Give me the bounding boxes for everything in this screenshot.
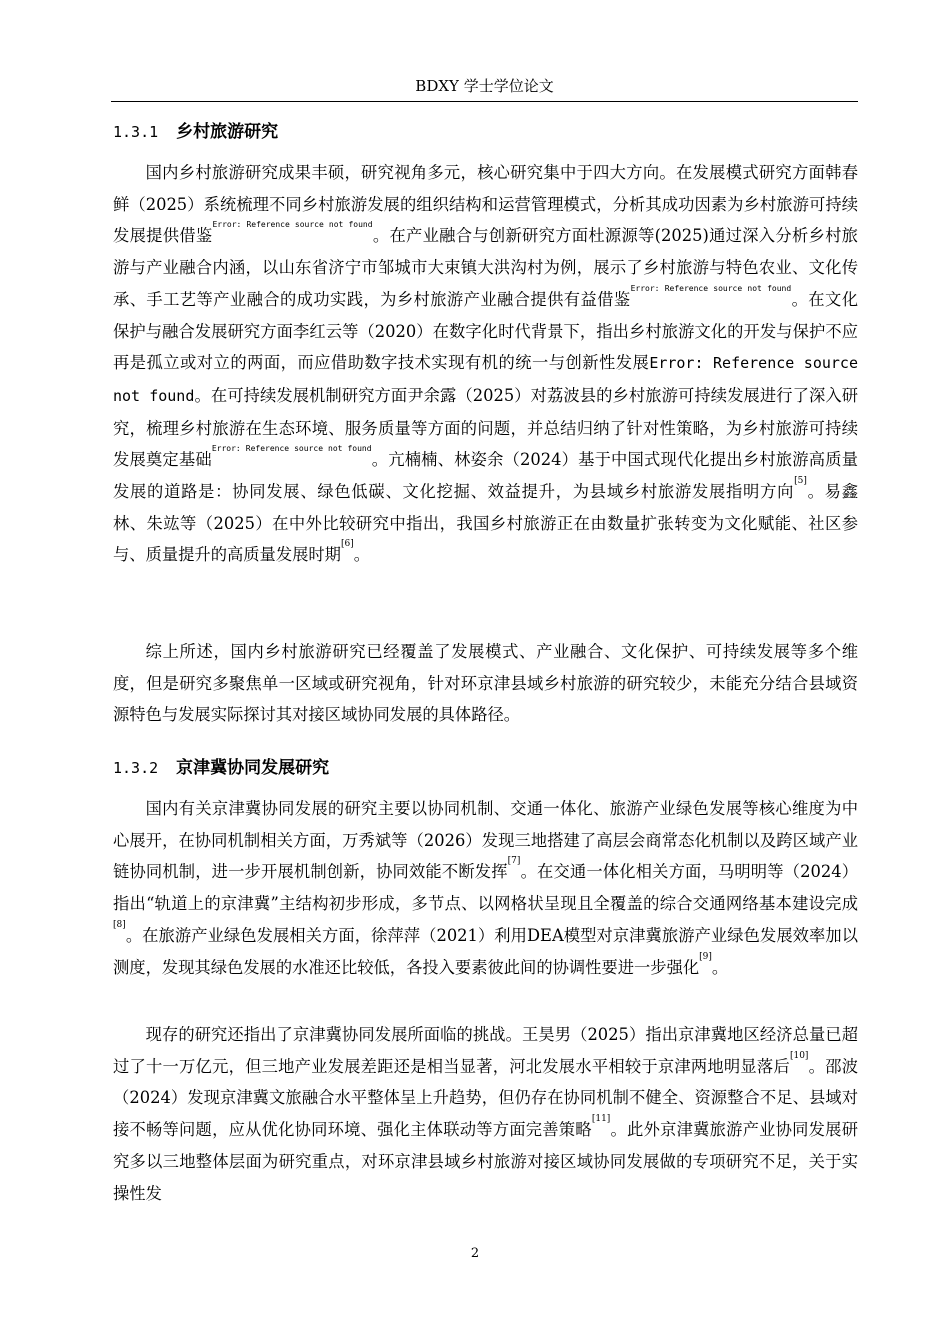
reference-error: Error: Reference source not found (630, 283, 792, 293)
citation: [10] (789, 1050, 809, 1061)
paragraph-challenges (113, 1019, 858, 1209)
reference-error: Error: Reference source not found (113, 354, 858, 405)
section-heading-1-3-1 (113, 120, 278, 144)
section-number: 1.3.1 (113, 123, 159, 141)
citation: [11] (591, 1114, 611, 1125)
reference-error: Error: Reference source not found (211, 444, 372, 454)
section-heading-1-3-2 (113, 756, 329, 780)
text-run: 。在产业融合与创新研究方面杜源源等(2025)通过深入分析乡村旅游与产业融合内涵，以山东省济宁市邹城市大束镇大洪沟村为例，展示了乡村旅游与特色农业、文化传承、手工艺等产业融合的成功实践，为乡村旅游产业融合提供有益借鉴 (113, 226, 858, 309)
page-number: 2 (470, 1246, 480, 1261)
citation: [6] (340, 539, 354, 550)
text-run: 。在可持续发展机制研究方面尹余露（2025）对荔波县的乡村旅游可持续发展进行了深入研究，梳理乡村旅游在生态环境、服务质量等方面的问题，并总结归纳了针对性策略，为乡村旅游可持续发展奠定基础 (113, 385, 858, 470)
paragraph-coordinated-development (113, 793, 858, 983)
text-run: 。易鑫林、朱竑等（2025）在中外比较研究中指出，我国乡村旅游正在由数量扩张转变为文化赋能、社区参与、质量提升的高质量发展时期 (113, 482, 858, 565)
text-run: 国内乡村旅游研究成果丰硕，研究视角多元，核心研究集中于四大方向。在发展模式研究方面韩春鲜（2025）系统梳理不同乡村旅游发展的组织结构和运营管理模式，分析其成功因素为乡村旅游可持续发展提供借鉴 (113, 163, 858, 246)
text-run: 。在文化保护与融合发展研究方面李红云等（2020）在数字化时代背景下，指出乡村旅游文化的开发与保护不应再是孤立或对立的两面，而应借助数字技术实现有机的统一与创新性发展 (113, 289, 858, 373)
running-header: BDXY 学士学位论文 (415, 77, 554, 95)
text-run: 。亢楠楠、林姿余（2024）基于中国式现代化提出乡村旅游高质量发展的道路是：协同发展、绿色低碳、文化挖掘、效益提升，为县域乡村旅游发展指明方向 (113, 450, 858, 502)
text-run: 国内有关京津冀协同发展的研究主要以协同机制、交通一体化、旅游产业绿色发展等核心维度为中心展开，在协同机制相关方面，万秀斌等（2026）发现三地搭建了高层会商常态化机制以及跨区域产业链协同机制，进一步开展机制创新，协同效能不断发挥 (113, 799, 858, 882)
reference-error: Error: Reference source not found (212, 220, 373, 230)
section-number: 1.3.2 (113, 759, 159, 777)
citation: [9] (699, 951, 712, 962)
paragraph-summary: 综上所述，国内乡村旅游研究已经覆盖了发展模式、产业融合、文化保护、可持续发展等多个维度，但是研究多聚焦单一区域或研究视角，针对环京津县域乡村旅游的研究较少，未能充分结合县域资源特色与发展实际探讨其对接区域协同发展的具体路径。 (113, 642, 858, 725)
header-rule (111, 101, 858, 102)
text-run: 。邵波（2024）发现京津冀文旅融合水平整体呈上升趋势，但仍存在协同机制不健全、资源整合不足、县域对接不畅等问题，应从优化协同环境、强化主体联动等方面完善策略 (113, 1056, 858, 1140)
text-run: 。 (353, 545, 370, 565)
section-title: 京津冀协同发展研究 (176, 758, 330, 778)
text-run: 。 (711, 957, 729, 977)
text-run: 。在旅游产业绿色发展相关方面，徐萍萍（2021）利用DEA模型对京津冀旅游产业绿色发展效率加以测度，发现其绿色发展的水准还比较低，各投入要素彼此间的协调性要进一步强化 (113, 925, 858, 977)
paragraph-rural-tourism-research (113, 157, 858, 571)
text-run: 现存的研究还指出了京津冀协同发展所面临的挑战。王昊男（2025）指出京津冀地区经济总量已超过了十一万亿元，但三地产业发展差距还是相当显著，河北发展水平相较于京津两地明显落后 (113, 1025, 858, 1076)
text-run: 。在交通一体化相关方面，马明明等（2024）指出“轨道上的京津冀”主结构初步形成，多节点、以网格状呈现且全覆盖的综合交通网络基本建设完成 (113, 862, 858, 914)
citation: [5] (794, 476, 807, 487)
text-run: 。此外京津冀旅游产业协同发展研究多以三地整体层面为研究重点，对环京津县域乡村旅游对接区域协同发展做的专项研究不足，关于实操性发 (113, 1120, 858, 1203)
citation: [7] (507, 856, 521, 867)
section-title: 乡村旅游研究 (176, 122, 279, 142)
citation: [8] (113, 919, 126, 930)
